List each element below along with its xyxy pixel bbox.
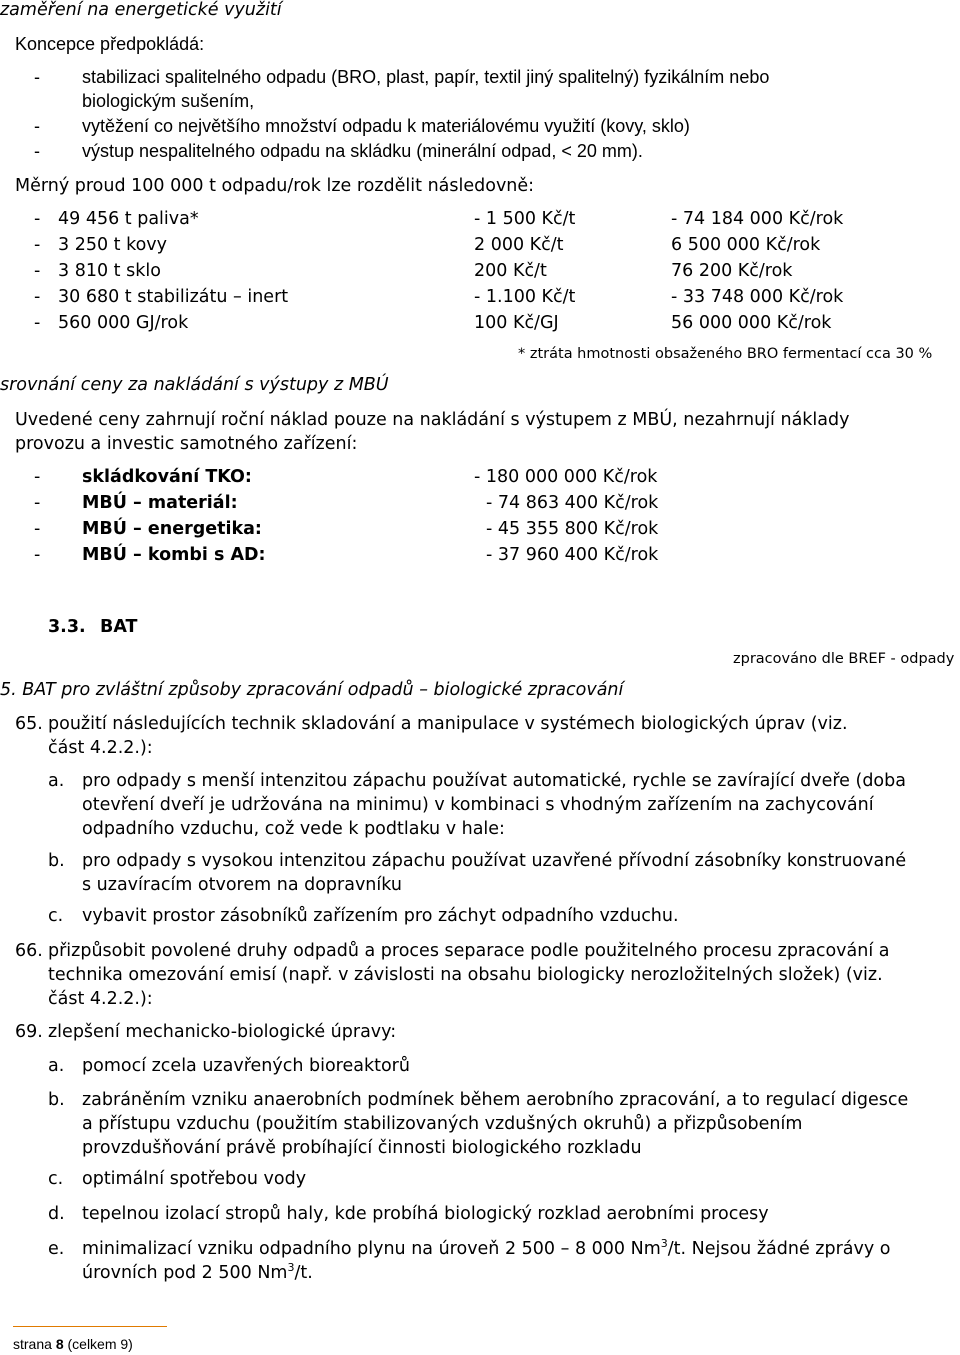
cost-value: - 45 355 800 Kč/rok <box>486 519 659 539</box>
cost-dash: - <box>34 519 41 539</box>
flow-price: 100 Kč/GJ <box>474 313 559 333</box>
page-number: strana 8 (celkem 9) <box>13 1336 133 1352</box>
cost-label: MBÚ – energetika: <box>82 519 262 539</box>
bat-subitem-letter: a. <box>48 771 65 791</box>
cost-dash: - <box>34 493 41 513</box>
flow-price: - 1 500 Kč/t <box>474 209 576 229</box>
bat-subitem-letter: d. <box>48 1204 65 1224</box>
bat-subitem-text: pomocí zcela uzavřených bioreaktorů <box>82 1056 410 1076</box>
cost-label: MBÚ – kombi s AD: <box>82 545 266 565</box>
flow-total: 6 500 000 Kč/rok <box>671 235 821 255</box>
bat-item-text: zlepšení mechanicko-biologické úpravy: <box>48 1022 397 1042</box>
bat-item-text: použití následujících technik skladování a manipulace v systémech biologických úprav (viz. <box>48 714 848 734</box>
flow-total: 56 000 000 Kč/rok <box>671 313 832 333</box>
bat-subitem-text-cont: s uzavíracím otvorem na dopravníku <box>82 875 402 895</box>
flow-dash: - <box>34 209 41 229</box>
flow-price: 200 Kč/t <box>474 261 547 281</box>
flow-item: 3 250 t kovy <box>58 235 168 255</box>
flow-item: 30 680 t stabilizátu – inert <box>58 287 289 307</box>
bullet-text-cont: biologickým sušením, <box>82 91 255 111</box>
flow-dash: - <box>34 313 41 333</box>
bat-subitem-letter: c. <box>48 1169 64 1189</box>
cost-dash: - <box>34 467 41 487</box>
bat-subitem-text-cont: odpadního vzduchu, což vede k podtlaku v hale: <box>82 819 505 839</box>
bat-item-number: 65. <box>15 714 43 734</box>
cost-label: MBÚ – materiál: <box>82 493 238 513</box>
bullet-dash: - <box>34 116 40 136</box>
bat-item-text-cont: technika omezování emisí (např. v závislosti na obsahu biologicky nerozložitelných složek) (viz. <box>48 965 883 985</box>
bat-subitem-text: pro odpady s menší intenzitou zápachu používat automatické, rychle se zavírající dveře (doba <box>82 771 906 791</box>
bat-subitem-text-cont: úrovních pod 2 500 Nm$^3$/t. <box>82 1261 313 1283</box>
cost-value: - 180 000 000 Kč/rok <box>474 467 658 487</box>
bullet-text: stabilizaci spalitelného odpadu (BRO, plast, papír, textil jiný spalitelný) fyzikálním nebo <box>82 67 770 87</box>
flow-intro: Měrný proud 100 000 t odpadu/rok lze rozdělit následovně: <box>15 176 535 196</box>
bat-subitem-text: pro odpady s vysokou intenzitou zápachu používat uzavřené přívodní zásobníky konstruované <box>82 851 907 871</box>
bat-section-number: 3.3. <box>48 617 86 637</box>
flow-item: 49 456 t paliva* <box>58 209 199 229</box>
bat-subitem-text: zabráněním vzniku anaerobních podmínek během aerobního zpracování, a to regulací digesce <box>82 1090 909 1110</box>
cost-value: - 74 863 400 Kč/rok <box>486 493 659 513</box>
bat-item-number: 66. <box>15 941 43 961</box>
comparison-paragraph-cont: provozu a investic samotného zařízení: <box>15 434 358 454</box>
bat-item-text-cont: část 4.2.2.): <box>48 989 153 1009</box>
flow-price: - 1.100 Kč/t <box>474 287 576 307</box>
flow-dash: - <box>34 235 41 255</box>
bat-subitem-text-cont: otevření dveří je udržována na minimu) v kombinaci s vhodným zařízením na zachycování <box>82 795 874 815</box>
bat-item-text-cont: část 4.2.2.): <box>48 738 153 758</box>
flow-price: 2 000 Kč/t <box>474 235 564 255</box>
bullet-text: vytěžení co největšího množství odpadu k materiálovému využití (kovy, sklo) <box>82 116 690 136</box>
cost-label: skládkování TKO: <box>82 467 252 487</box>
bat-subitem-letter: b. <box>48 1090 65 1110</box>
flow-item: 3 810 t sklo <box>58 261 161 281</box>
bat-subitem-letter: a. <box>48 1056 65 1076</box>
flow-total: 76 200 Kč/rok <box>671 261 793 281</box>
concept-intro: Koncepce předpokládá: <box>15 34 205 54</box>
flow-total: - 74 184 000 Kč/rok <box>671 209 844 229</box>
comparison-paragraph: Uvedené ceny zahrnují roční náklad pouze na nakládání s výstupem z MBÚ, nezahrnují náklady <box>15 410 850 430</box>
flow-item: 560 000 GJ/rok <box>58 313 189 333</box>
bat-subitem-text: optimální spotřebou vody <box>82 1169 307 1189</box>
bullet-text: výstup nespalitelného odpadu na skládku (minerální odpad, < 20 mm). <box>82 141 643 161</box>
cost-value: - 37 960 400 Kč/rok <box>486 545 659 565</box>
bat-subitem-letter: b. <box>48 851 65 871</box>
bat-subitem-text: vybavit prostor zásobníků zařízením pro záchyt odpadního vzduchu. <box>82 906 679 926</box>
bat-subitem-text-cont: provzdušňování právě probíhající činnosti biologického rozkladu <box>82 1138 642 1158</box>
flow-dash: - <box>34 287 41 307</box>
bat-subheading: 5. BAT pro zvláštní způsoby zpracování odpadů – biologické zpracování <box>0 680 624 700</box>
bat-subitem-text: tepelnou izolací stropů haly, kde probíhá biologický rozklad aerobními procesy <box>82 1204 769 1224</box>
bat-section-title: BAT <box>100 617 138 637</box>
bat-item-text: přizpůsobit povolené druhy odpadů a proces separace podle použitelného procesu zpracování a <box>48 941 890 961</box>
bat-item-number: 69. <box>15 1022 43 1042</box>
cost-dash: - <box>34 545 41 565</box>
flow-footnote: * ztráta hmotnosti obsaženého BRO fermentací cca 30 % <box>518 346 933 362</box>
bat-subitem-text-cont: a přístupu vzduchu (použitím stabilizovaných vzdušných okruhů) a přizpůsobením <box>82 1114 803 1134</box>
section-heading-comparison: srovnání ceny za nakládání s výstupy z MBÚ <box>0 375 389 395</box>
section-heading-energy: zaměření na energetické využití <box>0 0 282 20</box>
bat-source: zpracováno dle BREF - odpady <box>733 651 955 667</box>
flow-dash: - <box>34 261 41 281</box>
bat-subitem-text: minimalizací vzniku odpadního plynu na úroveň 2 500 – 8 000 Nm$^3$/t. Nejsou žádné zprávy o <box>82 1237 891 1259</box>
bullet-dash: - <box>34 67 40 87</box>
footer-divider <box>13 1326 167 1327</box>
bullet-dash: - <box>34 141 40 161</box>
bat-subitem-letter: c. <box>48 906 64 926</box>
bat-subitem-letter: e. <box>48 1239 65 1259</box>
flow-total: - 33 748 000 Kč/rok <box>671 287 844 307</box>
